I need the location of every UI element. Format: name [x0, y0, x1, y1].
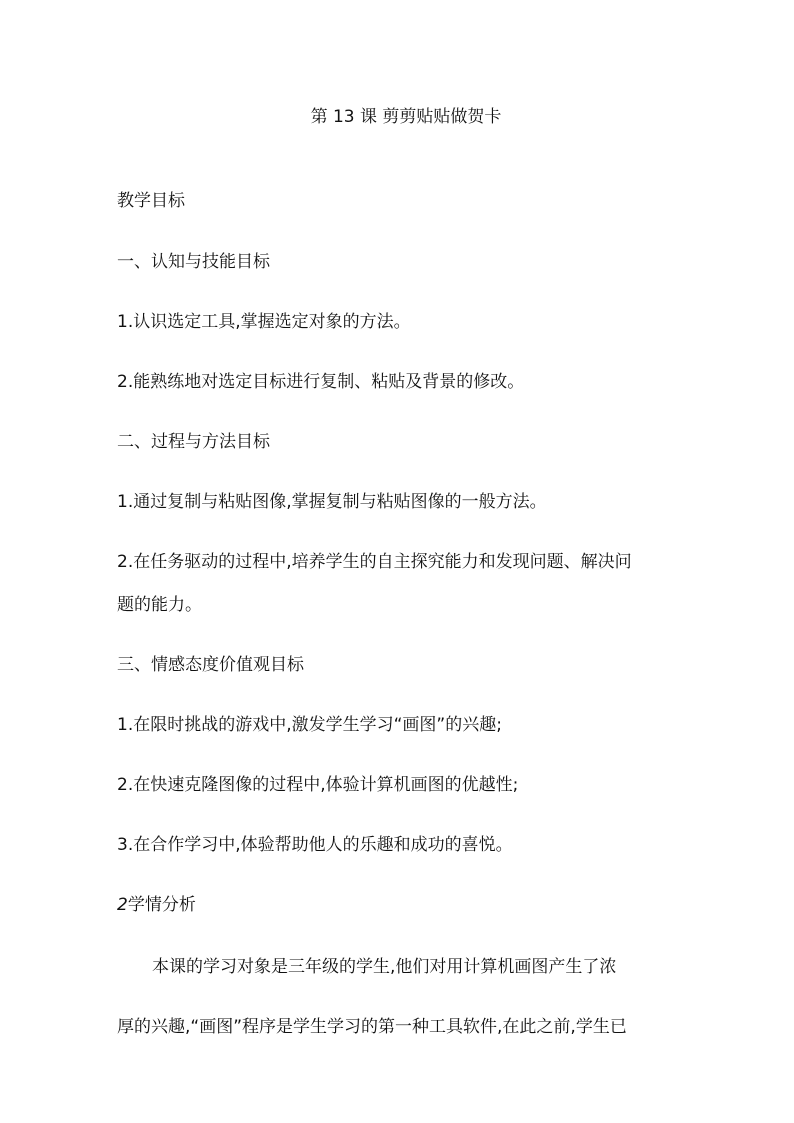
process-goal-2-line1: 2.在任务驱动的过程中,培养学生的自主探究能力和发现问题、解决问 — [117, 552, 632, 572]
lesson-title: 第 13 课 剪剪贴贴做贺卡 — [310, 107, 502, 127]
section-student-analysis — [117, 893, 196, 917]
process-goal-1: 1.通过复制与粘贴图像,掌握复制与粘贴图像的一般方法。 — [117, 492, 547, 512]
section-cognitive-goals: 一、认知与技能目标 — [117, 252, 270, 272]
section-attitude-goals: 三、情感态度价值观目标 — [117, 655, 304, 675]
attitude-goal-3: 3.在合作学习中,体验帮助他人的乐趣和成功的喜悦。 — [117, 835, 513, 855]
analysis-paragraph-line2: 厚的兴趣,“画图”程序是学生学习的第一种工具软件,在此之前,学生已 — [117, 1017, 627, 1037]
cognitive-goal-2: 2.能熟练地对选定目标进行复制、粘贴及背景的修改。 — [117, 372, 525, 392]
attitude-goal-2: 2.在快速克隆图像的过程中,体验计算机画图的优越性; — [117, 775, 519, 795]
heading-teaching-goals: 教学目标 — [117, 191, 185, 211]
process-goal-2-line2: 题的能力。 — [117, 595, 202, 615]
analysis-paragraph-line1: 本课的学习对象是三年级的学生,他们对用计算机画图产生了浓 — [152, 957, 617, 977]
attitude-goal-1: 1.在限时挑战的游戏中,激发学生学习“画图”的兴趣; — [117, 715, 502, 735]
section-number: 2 — [117, 895, 128, 915]
section-analysis-label: 学情分析 — [127, 895, 196, 915]
section-process-goals: 二、过程与方法目标 — [117, 432, 270, 452]
cognitive-goal-1: 1.认识选定工具,掌握选定对象的方法。 — [117, 312, 411, 332]
